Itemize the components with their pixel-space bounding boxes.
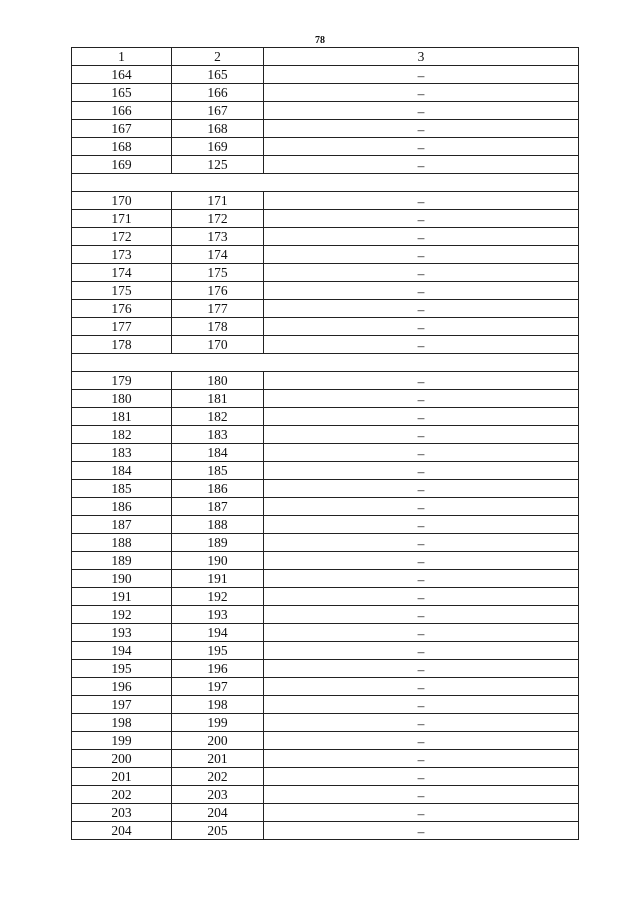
dash-mark: – — [417, 662, 425, 677]
table-cell-col-1: 200 — [72, 750, 172, 768]
table-cell-col-1: 182 — [72, 426, 172, 444]
table-row — [72, 282, 579, 300]
table-cell-col-2: 194 — [172, 624, 264, 642]
table-cell-col-2: 193 — [172, 606, 264, 624]
table-cell-col-2: 125 — [172, 156, 264, 174]
table-cell-col-3 — [264, 282, 579, 300]
dash-mark: – — [417, 338, 425, 353]
table-cell-col-1: 168 — [72, 138, 172, 156]
dash-mark: – — [417, 680, 425, 695]
table-cell-col-2: 202 — [172, 768, 264, 786]
table-row — [72, 336, 579, 354]
table-cell-col-2: 176 — [172, 282, 264, 300]
table-cell-col-1: 177 — [72, 318, 172, 336]
dash-mark: – — [417, 626, 425, 641]
dash-mark: – — [417, 158, 425, 173]
table-row — [72, 138, 579, 156]
dash-mark: – — [417, 230, 425, 245]
table-cell-col-3 — [264, 336, 579, 354]
dash-mark: – — [417, 716, 425, 731]
table-cell-col-3 — [264, 480, 579, 498]
table-cell-col-2: 170 — [172, 336, 264, 354]
table-cell-col-3 — [264, 678, 579, 696]
table-row — [72, 228, 579, 246]
table-cell-col-3 — [264, 300, 579, 318]
table-cell-col-1: 187 — [72, 516, 172, 534]
table-row — [72, 462, 579, 480]
table-cell-col-1: 180 — [72, 390, 172, 408]
table-cell-col-3 — [264, 606, 579, 624]
table-row — [72, 588, 579, 606]
table-cell-col-3 — [264, 822, 579, 840]
table-cell-col-1: 204 — [72, 822, 172, 840]
table-cell-col-3 — [264, 246, 579, 264]
table-cell-col-2: 174 — [172, 246, 264, 264]
table-cell-col-1: 190 — [72, 570, 172, 588]
table-cell-col-3 — [264, 696, 579, 714]
table-cell-col-2: 201 — [172, 750, 264, 768]
table-cell-col-2: 192 — [172, 588, 264, 606]
dash-mark: – — [417, 518, 425, 533]
table-cell-col-1: 185 — [72, 480, 172, 498]
table-cell-col-1: 171 — [72, 210, 172, 228]
table-cell-col-2: 205 — [172, 822, 264, 840]
table-cell-col-3 — [264, 660, 579, 678]
table-cell-col-1: 203 — [72, 804, 172, 822]
table-cell-col-2: 188 — [172, 516, 264, 534]
table-cell-col-3 — [264, 372, 579, 390]
table-cell-col-1: 183 — [72, 444, 172, 462]
table-row — [72, 696, 579, 714]
dash-mark: – — [417, 698, 425, 713]
table-cell-col-2: 186 — [172, 480, 264, 498]
table-cell-col-2: 184 — [172, 444, 264, 462]
table-cell-col-1: 186 — [72, 498, 172, 516]
table-cell-col-2: 199 — [172, 714, 264, 732]
table-cell-col-1: 192 — [72, 606, 172, 624]
table-row — [72, 822, 579, 840]
table-row — [72, 426, 579, 444]
table-cell-col-1: 170 — [72, 192, 172, 210]
dash-mark: – — [417, 86, 425, 101]
table-cell-col-1: 193 — [72, 624, 172, 642]
table-row — [72, 318, 579, 336]
table-row — [72, 786, 579, 804]
table-cell-col-3 — [264, 588, 579, 606]
table-cell-col-3 — [264, 120, 579, 138]
table-cell-col-2: 168 — [172, 120, 264, 138]
table-cell-col-1: 194 — [72, 642, 172, 660]
table-cell-col-1: 197 — [72, 696, 172, 714]
table-body — [72, 66, 579, 840]
table-row — [72, 192, 579, 210]
table-cell-col-2: 166 — [172, 84, 264, 102]
table-cell-col-1: 189 — [72, 552, 172, 570]
dash-mark: – — [417, 824, 425, 839]
dash-mark: – — [417, 536, 425, 551]
dash-mark: – — [417, 284, 425, 299]
table-cell-col-3 — [264, 390, 579, 408]
table-cell-col-1: 195 — [72, 660, 172, 678]
table-row — [72, 300, 579, 318]
table-cell-col-2: 178 — [172, 318, 264, 336]
dash-mark: – — [417, 482, 425, 497]
dash-mark: – — [417, 104, 425, 119]
table-row — [72, 390, 579, 408]
table-cell-col-3 — [264, 642, 579, 660]
table-cell-col-3 — [264, 804, 579, 822]
table-row — [72, 480, 579, 498]
table-row — [72, 264, 579, 282]
table-cell-col-3 — [264, 750, 579, 768]
table-cell-col-3 — [264, 444, 579, 462]
table-cell-col-3 — [264, 498, 579, 516]
table-row — [72, 804, 579, 822]
dash-mark: – — [417, 302, 425, 317]
table-row — [72, 552, 579, 570]
dash-mark: – — [417, 194, 425, 209]
table-cell-col-3 — [264, 516, 579, 534]
table-cell-col-1: 167 — [72, 120, 172, 138]
table-row — [72, 84, 579, 102]
table-cell-col-2: 172 — [172, 210, 264, 228]
table-cell-col-1: 172 — [72, 228, 172, 246]
dash-mark: – — [417, 770, 425, 785]
table-cell-col-1: 188 — [72, 534, 172, 552]
table-cell-col-1: 175 — [72, 282, 172, 300]
table-row — [72, 714, 579, 732]
table-cell-col-2: 189 — [172, 534, 264, 552]
table-cell-col-3 — [264, 318, 579, 336]
column-header-2: 2 — [172, 48, 264, 66]
table-row — [72, 570, 579, 588]
table-cell-col-2: 173 — [172, 228, 264, 246]
table-row — [72, 732, 579, 750]
table-cell-col-2: 177 — [172, 300, 264, 318]
table-cell-col-2: 196 — [172, 660, 264, 678]
table-row — [72, 102, 579, 120]
dash-mark: – — [417, 212, 425, 227]
table-cell-col-2: 204 — [172, 804, 264, 822]
table-cell-col-3 — [264, 462, 579, 480]
dash-mark: – — [417, 410, 425, 425]
table-cell-col-3 — [264, 84, 579, 102]
table-cell-col-1: 169 — [72, 156, 172, 174]
column-header-1: 1 — [72, 48, 172, 66]
dash-mark: – — [417, 500, 425, 515]
table-cell-col-1: 184 — [72, 462, 172, 480]
table-cell-col-2: 183 — [172, 426, 264, 444]
dash-mark: – — [417, 788, 425, 803]
table-header-row — [72, 48, 579, 66]
table-row — [72, 606, 579, 624]
table-row — [72, 624, 579, 642]
table-row — [72, 156, 579, 174]
dash-mark: – — [417, 374, 425, 389]
table-cell-col-2: 169 — [172, 138, 264, 156]
table-row — [72, 120, 579, 138]
table-cell-col-2: 195 — [172, 642, 264, 660]
table-cell-col-1: 199 — [72, 732, 172, 750]
table-cell-col-3 — [264, 426, 579, 444]
table-row — [72, 516, 579, 534]
dash-mark: – — [417, 428, 425, 443]
dash-mark: – — [417, 320, 425, 335]
table-row — [72, 66, 579, 84]
dash-mark: – — [417, 446, 425, 461]
dash-mark: – — [417, 644, 425, 659]
table-cell-col-2: 197 — [172, 678, 264, 696]
table-row — [72, 660, 579, 678]
dash-mark: – — [417, 608, 425, 623]
table-cell-col-3 — [264, 534, 579, 552]
table-row — [72, 642, 579, 660]
table-cell-col-2: 167 — [172, 102, 264, 120]
table-cell-col-3 — [264, 624, 579, 642]
table-row — [72, 444, 579, 462]
table-row — [72, 498, 579, 516]
table-cell-col-2: 187 — [172, 498, 264, 516]
group-separator-cell — [72, 174, 579, 192]
column-header-3: 3 — [264, 48, 579, 66]
table-cell-col-2: 180 — [172, 372, 264, 390]
group-separator-row — [72, 174, 579, 192]
table-cell-col-2: 171 — [172, 192, 264, 210]
dash-mark: – — [417, 806, 425, 821]
table-cell-col-3 — [264, 264, 579, 282]
table-cell-col-2: 182 — [172, 408, 264, 426]
table-cell-col-1: 174 — [72, 264, 172, 282]
dash-mark: – — [417, 464, 425, 479]
dash-mark: – — [417, 140, 425, 155]
table-cell-col-1: 165 — [72, 84, 172, 102]
table-cell-col-2: 190 — [172, 552, 264, 570]
dash-mark: – — [417, 590, 425, 605]
table-cell-col-1: 181 — [72, 408, 172, 426]
table-cell-col-3 — [264, 228, 579, 246]
table-cell-col-3 — [264, 768, 579, 786]
table-cell-col-3 — [264, 192, 579, 210]
table-cell-col-2: 191 — [172, 570, 264, 588]
table-row — [72, 372, 579, 390]
group-separator-cell — [72, 354, 579, 372]
dash-mark: – — [417, 392, 425, 407]
dash-mark: – — [417, 554, 425, 569]
table-cell-col-3 — [264, 408, 579, 426]
table-cell-col-3 — [264, 138, 579, 156]
page-number: 78 — [315, 35, 325, 46]
table-cell-col-1: 198 — [72, 714, 172, 732]
table-cell-col-3 — [264, 210, 579, 228]
table-cell-col-3 — [264, 552, 579, 570]
table-cell-col-2: 165 — [172, 66, 264, 84]
dash-mark: – — [417, 752, 425, 767]
table-cell-col-1: 176 — [72, 300, 172, 318]
table-cell-col-2: 185 — [172, 462, 264, 480]
table-cell-col-1: 191 — [72, 588, 172, 606]
table-cell-col-1: 196 — [72, 678, 172, 696]
table-cell-col-3 — [264, 156, 579, 174]
table-cell-col-1: 173 — [72, 246, 172, 264]
table-cell-col-2: 175 — [172, 264, 264, 282]
table-cell-col-3 — [264, 102, 579, 120]
group-separator-row — [72, 354, 579, 372]
table-cell-col-3 — [264, 714, 579, 732]
dash-mark: – — [417, 122, 425, 137]
table-row — [72, 246, 579, 264]
table-cell-col-1: 201 — [72, 768, 172, 786]
table-cell-col-1: 202 — [72, 786, 172, 804]
table-row — [72, 768, 579, 786]
table-cell-col-2: 181 — [172, 390, 264, 408]
table-cell-col-1: 166 — [72, 102, 172, 120]
table-cell-col-3 — [264, 786, 579, 804]
dash-mark: – — [417, 68, 425, 83]
dash-mark: – — [417, 266, 425, 281]
dash-mark: – — [417, 248, 425, 263]
table-cell-col-1: 164 — [72, 66, 172, 84]
table-cell-col-3 — [264, 732, 579, 750]
table-cell-col-1: 178 — [72, 336, 172, 354]
table-cell-col-3 — [264, 66, 579, 84]
table-row — [72, 750, 579, 768]
table-cell-col-1: 179 — [72, 372, 172, 390]
table-row — [72, 408, 579, 426]
table-cell-col-2: 200 — [172, 732, 264, 750]
dash-mark: – — [417, 572, 425, 587]
table-row — [72, 534, 579, 552]
table-cell-col-2: 203 — [172, 786, 264, 804]
table-cell-col-3 — [264, 570, 579, 588]
dash-mark: – — [417, 734, 425, 749]
data-table — [71, 47, 579, 840]
table-cell-col-2: 198 — [172, 696, 264, 714]
table-row — [72, 210, 579, 228]
table-row — [72, 678, 579, 696]
